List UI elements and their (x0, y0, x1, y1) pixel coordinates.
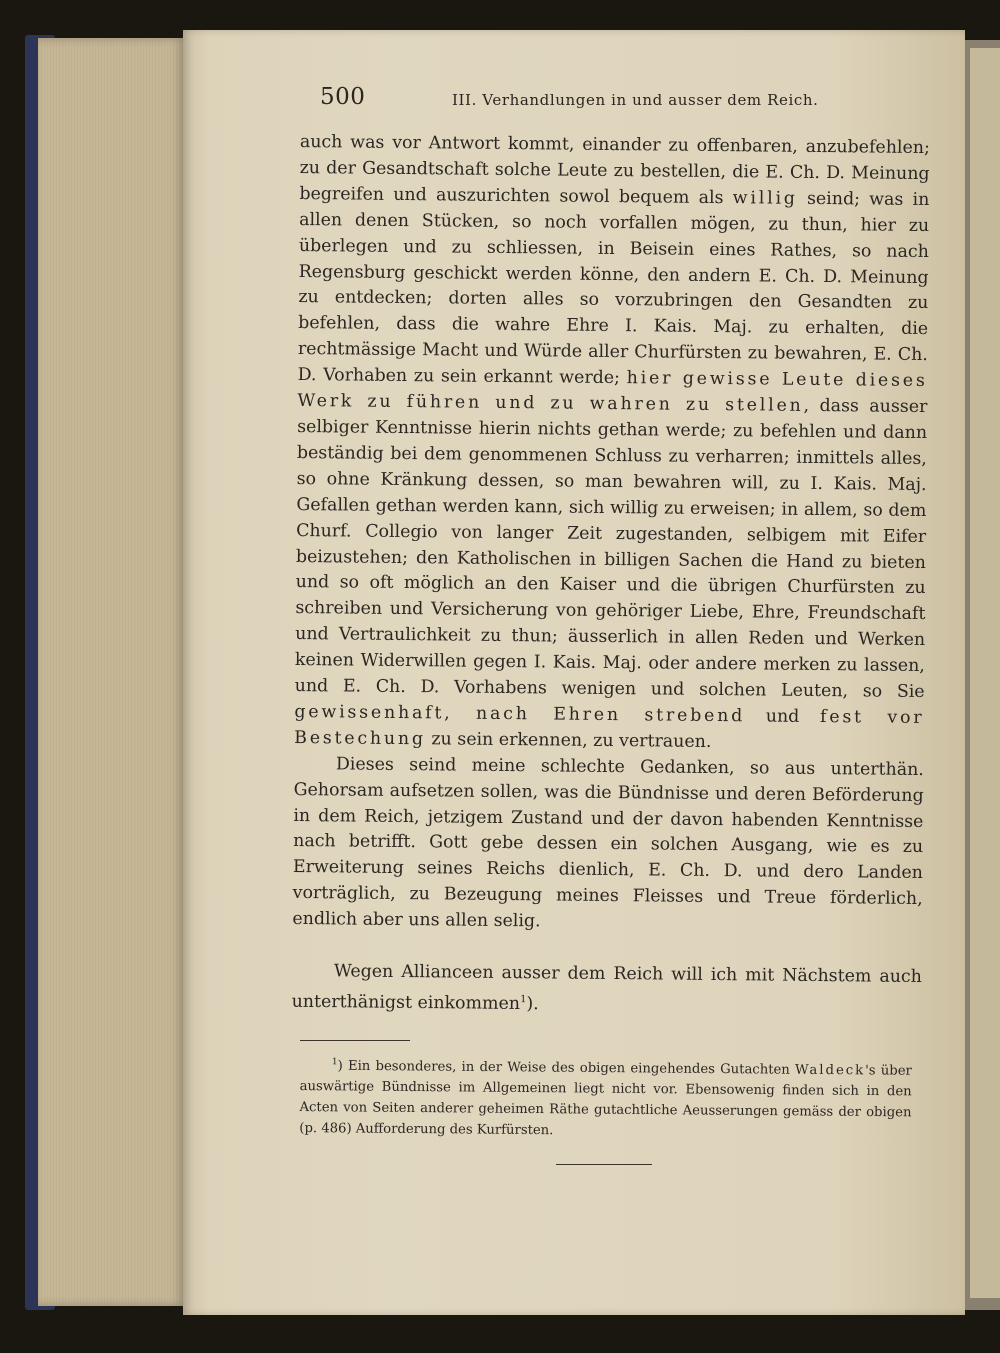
text-run: Wegen Allianceen ausser dem Reich will ich mit Nächstem auch unterthänigst einkommen (291, 961, 922, 1014)
running-title: III. Verhandlungen in und ausser dem Reich. (452, 91, 819, 109)
text-run: zu sein erkennen, zu vertrauen. (425, 729, 712, 752)
spaced-emphasis: hier gewisse Leute dieses Werk zu führen und zu wahren zu stellen (297, 368, 928, 416)
text-run: ). (526, 994, 539, 1015)
text-run: auch was vor Antwort kommt, einander zu offenbaren, anzubefehlen; zu der Gesandtschaft solche Leute zu bestellen, die E. Ch. D. Meinung begreifen und auszurichten sowol bequem als (299, 131, 930, 208)
text-run: und (745, 706, 821, 727)
end-rule (556, 1164, 652, 1165)
main-text (291, 130, 929, 1022)
spaced-emphasis: Waldeck (794, 1062, 866, 1079)
footnote-divider (300, 1040, 410, 1041)
spaced-emphasis: gewissenhaft, nach Ehren strebend (294, 701, 746, 727)
text-run: 's über auswärtige Bündnisse im Allgemeinen liegt nicht vor. Ebensowenig finden sich in den Acten von Seiten anderer geheimen Räthe gutachtliche Aeusserungen gemäss der obigen (p. 486) Aufforderung des Kurfürsten. (299, 1063, 912, 1139)
running-header (320, 84, 820, 118)
text-run: ) Ein besonderes, in der Weise des obigen eingehendes Gutachten (337, 1058, 796, 1078)
paragraph-1 (294, 130, 930, 758)
text-run: , dass ausser selbiger Kenntnisse hierin nichts gethan werde; zu befehlen und dann beständig bei dem genommenen Schluss zu verharren; inmittels alles, so ohne Kränkung dessen, so man bewahren will, zu I. Kais. Maj. Gefallen gethan werden kann, sich willig zu erweisen; in allem, so dem Churf. Collegio von langer Zeit zugestanden, selbigem mit Eifer beizustehen; den Katholischen in billigen Sachen die Hand zu bieten und so oft möglich an den Kaiser und die übrigen Churfürsten zu schreiben und Versicherung von gehöriger Liebe, Ehre, Freundschaft und Vertraulichkeit zu thun; äusserlich in allen Reden und Werken keinen Widerwillen gegen I. Kais. Maj. oder andere merken zu lassen, und E. Ch. D. Vorhabens wenigen und solchen Leuten, so Sie (294, 395, 928, 703)
page-block-edges (38, 38, 186, 1306)
page-number: 500 (320, 84, 366, 110)
footnote (299, 1052, 912, 1145)
footnote-reference: 1 (520, 994, 527, 1006)
footnote-marker: 1 (331, 1057, 338, 1068)
paragraph-2: Dieses seind meine schlechte Gedanken, so aus unterthän. Gehorsam aufsetzen sollen, was die Bündnisse und deren Beförderung in dem Reich, jetzigem Zustand und der davon habenden Kenntnisse nach betrifft. Gott gebe dessen ein solchen Ausgang, wie es zu Erweiterung seines Reichs dienlich, E. Ch. D. und dero Landen vorträglich, zu Bezeugung meines Fleisses und Treue förderlich, endlich aber uns allen selig. (292, 754, 924, 932)
spaced-emphasis: willig (732, 187, 798, 209)
text-run: seind; was in allen denen Stücken, so noch vorfallen mögen, zu thun, hier zu überlegen und zu schliessen, in Beisein eines Rathes, so nach Regensburg geschickt werden könne, den andern E. Ch. D. Meinung zu entdecken; dorten alles so vorzubringen den Gesandten zu befehlen, dass die wahre Ehre I. Kais. Maj. zu erhalten, die rechtmässige Macht und Würde aller Churfürsten zu bewahren, E. Ch. D. Vorhaben zu sein erkannt werde; (297, 188, 930, 389)
facing-page-edge (970, 48, 1000, 1298)
spaced-emphasis: fest vor Bestechung (294, 706, 925, 750)
paragraph-3 (291, 959, 922, 1022)
